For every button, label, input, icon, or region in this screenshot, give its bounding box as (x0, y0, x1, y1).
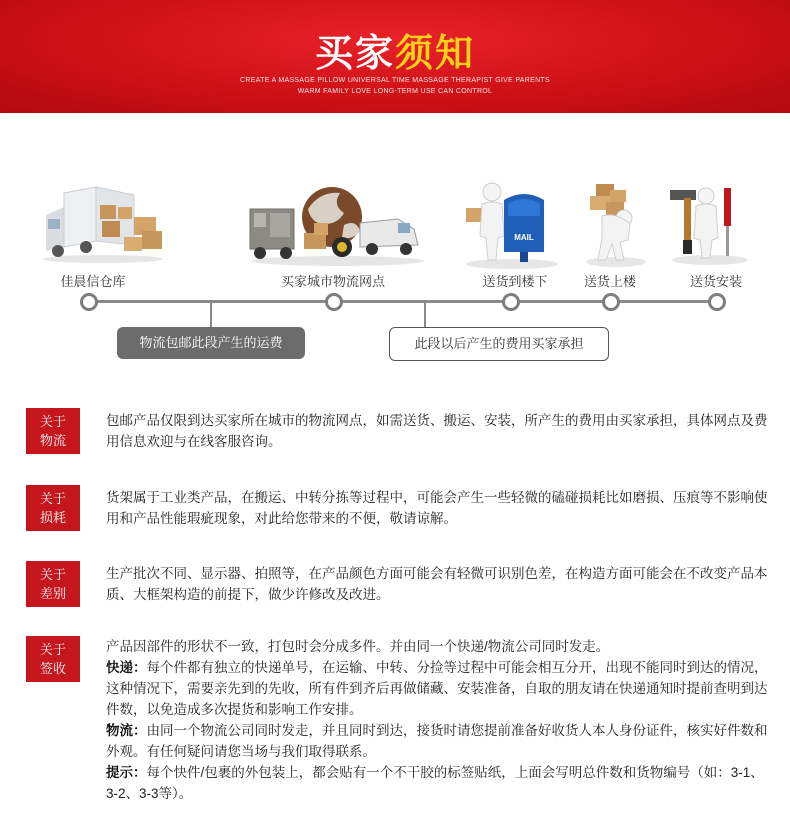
connector-buyer (424, 303, 426, 327)
step-label-downstairs: 送货到楼下 (482, 274, 548, 289)
section-difference-text: 生产批次不同、显示器、拍照等，在产品颜色方面可能会有轻微可识别色差，在构造方面可能会在不改变产品本质、大框架构造的前提下，做少许修改及改进。 (106, 566, 768, 602)
timeline-node-city-hub (325, 293, 343, 311)
badge-receipt (26, 636, 80, 682)
title-white: 买家 (314, 31, 395, 75)
badge-line-2: 签收 (39, 661, 66, 676)
tools-icon (666, 184, 752, 266)
express-text: 每个件都有独立的快递单号，在运输、中转、分捡等过程中可能会相互分开，出现不能同时到达的情况，这种情况下，需要亲先到的先收，所有件到齐后再做储藏、安装准备，自取的朋友请在快递通知时提前查明到达件数，以免造成多次提货和影响工作安排。 (106, 660, 768, 717)
timeline-node-warehouse (80, 293, 98, 311)
step-label-warehouse: 佳晨信仓库 (60, 274, 126, 289)
badge-line-1: 关于 (39, 642, 66, 657)
page-title (0, 22, 790, 77)
section-receipt-text (106, 636, 770, 804)
badge-line-1: 关于 (39, 491, 66, 506)
connector-free (210, 303, 212, 327)
subtitle-line-1: CREATE A MASSAGE PILLOW UNIVERSAL TIME MASSAGE THERAPIST GIVE PARENTS (240, 77, 550, 84)
step-label-upstairs: 送货上楼 (583, 274, 636, 289)
timeline-line (88, 300, 716, 303)
section-logistics-text: 包邮产品仅限到达买家所在城市的物流网点，如需送货、搬运、安装，所产生的费用由买家承担，具体网点及费用信息欢迎与在线客服咨询。 (106, 413, 768, 449)
badge-difference (26, 561, 80, 607)
badge-line-2: 差别 (39, 586, 66, 601)
header-banner (0, 0, 790, 113)
logistics-label: 物流： (106, 723, 147, 738)
subtitle-line-2: WARM FAMILY LOVE LONG-TERM USE CAN CONTROL (297, 88, 493, 95)
receipt-express (106, 657, 770, 720)
logistics-text: 由同一个物流公司同时发走，并且同时到达，接货时请您提前准备好收货人本人身份证件，核实好件数和外观。有任何疑问请您当场与我们取得联系。 (106, 723, 768, 759)
mailbox-delivery-icon (462, 178, 562, 270)
carry-boxes-icon (580, 182, 650, 268)
express-label: 快递： (106, 660, 147, 675)
timeline-node-install (708, 293, 726, 311)
timeline-node-upstairs (602, 293, 620, 311)
svg-text:MAIL: MAIL (514, 233, 534, 242)
receipt-tip (106, 762, 770, 804)
globe-logistics-icon (248, 183, 428, 267)
step-label-install: 送货安装 (689, 274, 742, 289)
note-free-shipping: 物流包邮此段产生的运费 (117, 327, 305, 359)
section-wear-text: 货架属于工业类产品，在搬运、中转分拣等过程中，可能会产生一些轻微的磕碰损耗比如磨损、压痕等不影响使用和产品性能瑕疵现象，对此给您带来的不便，敬请谅解。 (106, 490, 768, 526)
badge-line-2: 物流 (39, 433, 66, 448)
badge-wear (26, 485, 80, 531)
badge-line-1: 关于 (39, 567, 66, 582)
receipt-intro: 产品因部件的形状不一致，打包时会分成多件。并由同一个快递/物流公司同时发走。 (106, 639, 610, 654)
badge-logistics (26, 408, 80, 454)
receipt-logistics (106, 720, 770, 762)
badge-line-2: 损耗 (39, 510, 66, 525)
delivery-truck-icon (38, 185, 168, 265)
timeline-node-downstairs (502, 293, 520, 311)
badge-line-1: 关于 (39, 414, 66, 429)
tip-text: 每个快件/包裹的外包装上，都会贴有一个不干胶的标签贴纸，上面会写明总件数和货物编号（如：3-1、3-2、3-3等）。 (106, 765, 764, 801)
note-buyer-pays: 此段以后产生的费用买家承担 (389, 327, 609, 361)
title-yellow: 须知 (395, 31, 476, 75)
step-label-city-hub: 买家城市物流网点 (280, 274, 385, 289)
tip-label: 提示： (106, 765, 147, 780)
